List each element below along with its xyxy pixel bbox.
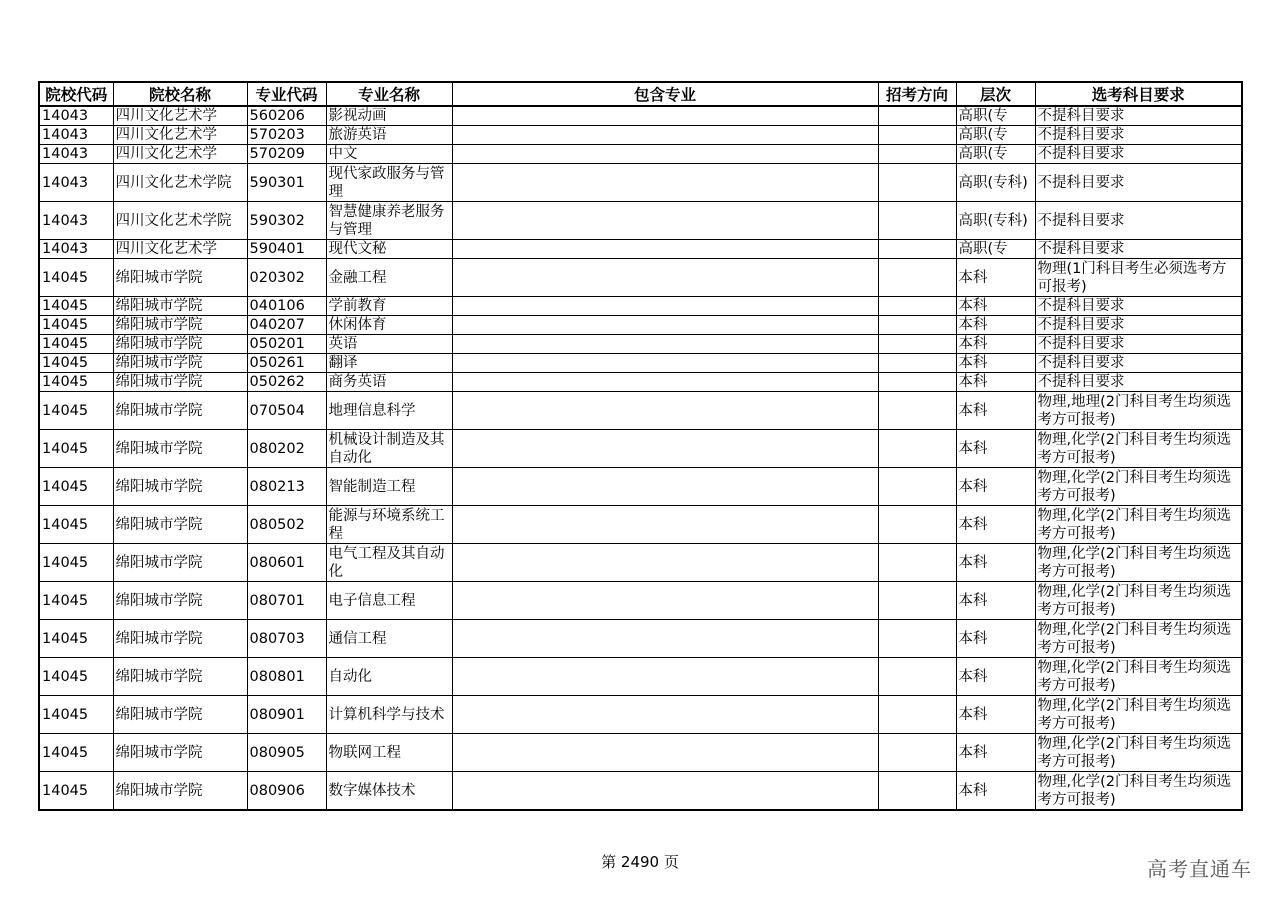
cell-level: 本科 bbox=[956, 392, 1035, 430]
cell-subject-requirement: 不提科目要求 bbox=[1035, 106, 1242, 126]
cell-school-code: 14045 bbox=[39, 734, 113, 772]
cell-included-majors bbox=[452, 259, 878, 297]
cell-major-name: 休闲体育 bbox=[326, 316, 452, 335]
cell-included-majors bbox=[452, 734, 878, 772]
cell-subject-requirement: 不提科目要求 bbox=[1035, 335, 1242, 354]
cell-included-majors bbox=[452, 772, 878, 811]
cell-level: 高职(专 bbox=[956, 145, 1035, 164]
table-row bbox=[39, 544, 1242, 582]
cell-direction bbox=[878, 696, 956, 734]
cell-included-majors bbox=[452, 430, 878, 468]
cell-subject-requirement: 物理(1门科目考生必须选考方可报考) bbox=[1035, 259, 1242, 297]
cell-major-name: 自动化 bbox=[326, 658, 452, 696]
cell-school-name: 绵阳城市学院 bbox=[113, 544, 247, 582]
cell-included-majors bbox=[452, 696, 878, 734]
cell-direction bbox=[878, 430, 956, 468]
cell-direction bbox=[878, 202, 956, 240]
cell-school-name: 绵阳城市学院 bbox=[113, 259, 247, 297]
table-row bbox=[39, 126, 1242, 145]
cell-major-name: 电子信息工程 bbox=[326, 582, 452, 620]
cell-school-name: 四川文化艺术学 bbox=[113, 240, 247, 259]
cell-included-majors bbox=[452, 297, 878, 316]
cell-subject-requirement: 不提科目要求 bbox=[1035, 202, 1242, 240]
cell-direction bbox=[878, 658, 956, 696]
cell-subject-requirement: 物理,化学(2门科目考生均须选考方可报考) bbox=[1035, 468, 1242, 506]
cell-major-code: 080701 bbox=[247, 582, 326, 620]
cell-included-majors bbox=[452, 106, 878, 126]
cell-school-name: 四川文化艺术学 bbox=[113, 145, 247, 164]
table-row bbox=[39, 373, 1242, 392]
cell-school-name: 绵阳城市学院 bbox=[113, 392, 247, 430]
cell-included-majors bbox=[452, 620, 878, 658]
cell-school-code: 14045 bbox=[39, 335, 113, 354]
cell-school-name: 四川文化艺术学院 bbox=[113, 164, 247, 202]
cell-school-code: 14043 bbox=[39, 202, 113, 240]
header-major-code: 专业代码 bbox=[247, 82, 326, 106]
cell-major-code: 080502 bbox=[247, 506, 326, 544]
cell-included-majors bbox=[452, 164, 878, 202]
cell-major-code: 020302 bbox=[247, 259, 326, 297]
cell-major-code: 080801 bbox=[247, 658, 326, 696]
cell-major-code: 080202 bbox=[247, 430, 326, 468]
cell-included-majors bbox=[452, 373, 878, 392]
table-row bbox=[39, 506, 1242, 544]
cell-direction bbox=[878, 620, 956, 658]
cell-school-name: 绵阳城市学院 bbox=[113, 734, 247, 772]
cell-included-majors bbox=[452, 468, 878, 506]
cell-school-name: 绵阳城市学院 bbox=[113, 658, 247, 696]
cell-level: 本科 bbox=[956, 620, 1035, 658]
cell-direction bbox=[878, 259, 956, 297]
cell-included-majors bbox=[452, 392, 878, 430]
cell-level: 本科 bbox=[956, 316, 1035, 335]
cell-included-majors bbox=[452, 126, 878, 145]
cell-major-code: 040207 bbox=[247, 316, 326, 335]
cell-direction bbox=[878, 145, 956, 164]
cell-direction bbox=[878, 164, 956, 202]
cell-major-code: 590302 bbox=[247, 202, 326, 240]
cell-major-code: 560206 bbox=[247, 106, 326, 126]
cell-direction bbox=[878, 582, 956, 620]
cell-major-name: 机械设计制造及其自动化 bbox=[326, 430, 452, 468]
cell-school-code: 14045 bbox=[39, 696, 113, 734]
cell-major-name: 学前教育 bbox=[326, 297, 452, 316]
cell-direction bbox=[878, 354, 956, 373]
cell-major-code: 050262 bbox=[247, 373, 326, 392]
cell-school-name: 四川文化艺术学 bbox=[113, 106, 247, 126]
cell-school-code: 14045 bbox=[39, 582, 113, 620]
cell-subject-requirement: 不提科目要求 bbox=[1035, 297, 1242, 316]
cell-subject-requirement: 物理,化学(2门科目考生均须选考方可报考) bbox=[1035, 506, 1242, 544]
cell-level: 本科 bbox=[956, 354, 1035, 373]
table-row bbox=[39, 145, 1242, 164]
cell-major-name: 翻译 bbox=[326, 354, 452, 373]
cell-direction bbox=[878, 734, 956, 772]
cell-level: 本科 bbox=[956, 468, 1035, 506]
cell-major-name: 电气工程及其自动化 bbox=[326, 544, 452, 582]
cell-level: 本科 bbox=[956, 373, 1035, 392]
cell-major-code: 570209 bbox=[247, 145, 326, 164]
table-row bbox=[39, 316, 1242, 335]
cell-major-name: 智能制造工程 bbox=[326, 468, 452, 506]
table-row bbox=[39, 734, 1242, 772]
cell-school-name: 绵阳城市学院 bbox=[113, 335, 247, 354]
cell-direction bbox=[878, 126, 956, 145]
cell-direction bbox=[878, 544, 956, 582]
page-number: 第 2490 页 bbox=[601, 853, 679, 871]
cell-subject-requirement: 物理,化学(2门科目考生均须选考方可报考) bbox=[1035, 696, 1242, 734]
cell-major-name: 能源与环境系统工程 bbox=[326, 506, 452, 544]
cell-level: 本科 bbox=[956, 297, 1035, 316]
cell-school-code: 14045 bbox=[39, 468, 113, 506]
cell-subject-requirement: 物理,地理(2门科目考生均须选考方可报考) bbox=[1035, 392, 1242, 430]
cell-school-name: 绵阳城市学院 bbox=[113, 430, 247, 468]
header-school-code: 院校代码 bbox=[39, 82, 113, 106]
cell-subject-requirement: 物理,化学(2门科目考生均须选考方可报考) bbox=[1035, 544, 1242, 582]
cell-level: 本科 bbox=[956, 544, 1035, 582]
cell-school-code: 14043 bbox=[39, 106, 113, 126]
cell-major-name: 现代文秘 bbox=[326, 240, 452, 259]
cell-direction bbox=[878, 106, 956, 126]
cell-level: 高职(专科) bbox=[956, 164, 1035, 202]
cell-school-code: 14045 bbox=[39, 620, 113, 658]
table-row bbox=[39, 582, 1242, 620]
cell-major-name: 计算机科学与技术 bbox=[326, 696, 452, 734]
cell-direction bbox=[878, 506, 956, 544]
cell-subject-requirement: 不提科目要求 bbox=[1035, 126, 1242, 145]
cell-subject-requirement: 物理,化学(2门科目考生均须选考方可报考) bbox=[1035, 772, 1242, 811]
cell-included-majors bbox=[452, 506, 878, 544]
cell-major-name: 通信工程 bbox=[326, 620, 452, 658]
cell-school-code: 14045 bbox=[39, 430, 113, 468]
table-row bbox=[39, 297, 1242, 316]
cell-major-name: 智慧健康养老服务与管理 bbox=[326, 202, 452, 240]
cell-school-code: 14045 bbox=[39, 354, 113, 373]
cell-direction bbox=[878, 772, 956, 811]
cell-school-name: 绵阳城市学院 bbox=[113, 582, 247, 620]
cell-subject-requirement: 物理,化学(2门科目考生均须选考方可报考) bbox=[1035, 620, 1242, 658]
table-row bbox=[39, 202, 1242, 240]
cell-major-code: 080703 bbox=[247, 620, 326, 658]
cell-school-name: 绵阳城市学院 bbox=[113, 354, 247, 373]
cell-subject-requirement: 物理,化学(2门科目考生均须选考方可报考) bbox=[1035, 582, 1242, 620]
cell-school-name: 绵阳城市学院 bbox=[113, 620, 247, 658]
cell-school-code: 14045 bbox=[39, 259, 113, 297]
cell-school-name: 四川文化艺术学 bbox=[113, 126, 247, 145]
cell-included-majors bbox=[452, 544, 878, 582]
cell-major-code: 080905 bbox=[247, 734, 326, 772]
cell-school-name: 绵阳城市学院 bbox=[113, 696, 247, 734]
cell-level: 高职(专 bbox=[956, 126, 1035, 145]
header-level: 层次 bbox=[956, 82, 1035, 106]
cell-direction bbox=[878, 316, 956, 335]
cell-direction bbox=[878, 373, 956, 392]
cell-direction bbox=[878, 240, 956, 259]
cell-major-code: 070504 bbox=[247, 392, 326, 430]
cell-subject-requirement: 不提科目要求 bbox=[1035, 316, 1242, 335]
cell-level: 高职(专 bbox=[956, 106, 1035, 126]
cell-level: 本科 bbox=[956, 658, 1035, 696]
cell-school-name: 绵阳城市学院 bbox=[113, 373, 247, 392]
cell-school-code: 14045 bbox=[39, 658, 113, 696]
table-row bbox=[39, 468, 1242, 506]
cell-subject-requirement: 不提科目要求 bbox=[1035, 240, 1242, 259]
cell-major-name: 英语 bbox=[326, 335, 452, 354]
cell-school-name: 绵阳城市学院 bbox=[113, 506, 247, 544]
cell-major-code: 080213 bbox=[247, 468, 326, 506]
cell-level: 高职(专科) bbox=[956, 202, 1035, 240]
cell-level: 本科 bbox=[956, 430, 1035, 468]
cell-included-majors bbox=[452, 145, 878, 164]
table-header-row bbox=[39, 82, 1242, 106]
table-row bbox=[39, 106, 1242, 126]
cell-major-name: 商务英语 bbox=[326, 373, 452, 392]
table-row bbox=[39, 392, 1242, 430]
cell-included-majors bbox=[452, 316, 878, 335]
cell-included-majors bbox=[452, 202, 878, 240]
cell-major-code: 080601 bbox=[247, 544, 326, 582]
table-row bbox=[39, 354, 1242, 373]
watermark: 高考直通车 bbox=[1147, 857, 1252, 881]
cell-level: 本科 bbox=[956, 696, 1035, 734]
cell-school-code: 14043 bbox=[39, 240, 113, 259]
table-row bbox=[39, 658, 1242, 696]
admissions-table bbox=[38, 81, 1243, 811]
table-row bbox=[39, 430, 1242, 468]
cell-included-majors bbox=[452, 658, 878, 696]
cell-school-code: 14045 bbox=[39, 772, 113, 811]
cell-included-majors bbox=[452, 582, 878, 620]
cell-major-name: 现代家政服务与管理 bbox=[326, 164, 452, 202]
header-school-name: 院校名称 bbox=[113, 82, 247, 106]
cell-school-name: 四川文化艺术学院 bbox=[113, 202, 247, 240]
cell-major-code: 570203 bbox=[247, 126, 326, 145]
cell-subject-requirement: 不提科目要求 bbox=[1035, 164, 1242, 202]
cell-school-code: 14043 bbox=[39, 145, 113, 164]
cell-included-majors bbox=[452, 240, 878, 259]
cell-school-code: 14045 bbox=[39, 506, 113, 544]
table-row bbox=[39, 620, 1242, 658]
cell-direction bbox=[878, 297, 956, 316]
cell-major-name: 数字媒体技术 bbox=[326, 772, 452, 811]
header-subject-requirement: 选考科目要求 bbox=[1035, 82, 1242, 106]
cell-included-majors bbox=[452, 354, 878, 373]
cell-school-name: 绵阳城市学院 bbox=[113, 468, 247, 506]
table-row bbox=[39, 696, 1242, 734]
cell-school-name: 绵阳城市学院 bbox=[113, 772, 247, 811]
table-row bbox=[39, 259, 1242, 297]
cell-level: 本科 bbox=[956, 582, 1035, 620]
cell-direction bbox=[878, 392, 956, 430]
cell-major-code: 050261 bbox=[247, 354, 326, 373]
cell-subject-requirement: 不提科目要求 bbox=[1035, 373, 1242, 392]
cell-level: 本科 bbox=[956, 506, 1035, 544]
cell-major-code: 080901 bbox=[247, 696, 326, 734]
cell-school-code: 14045 bbox=[39, 297, 113, 316]
header-included-majors: 包含专业 bbox=[452, 82, 878, 106]
cell-school-code: 14045 bbox=[39, 544, 113, 582]
table-row bbox=[39, 335, 1242, 354]
cell-school-code: 14043 bbox=[39, 126, 113, 145]
cell-school-name: 绵阳城市学院 bbox=[113, 316, 247, 335]
cell-major-code: 040106 bbox=[247, 297, 326, 316]
cell-level: 高职(专 bbox=[956, 240, 1035, 259]
cell-subject-requirement: 物理,化学(2门科目考生均须选考方可报考) bbox=[1035, 734, 1242, 772]
cell-major-name: 旅游英语 bbox=[326, 126, 452, 145]
cell-school-code: 14045 bbox=[39, 316, 113, 335]
cell-subject-requirement: 物理,化学(2门科目考生均须选考方可报考) bbox=[1035, 658, 1242, 696]
header-direction: 招考方向 bbox=[878, 82, 956, 106]
cell-major-code: 050201 bbox=[247, 335, 326, 354]
cell-level: 本科 bbox=[956, 772, 1035, 811]
cell-subject-requirement: 物理,化学(2门科目考生均须选考方可报考) bbox=[1035, 430, 1242, 468]
cell-major-name: 金融工程 bbox=[326, 259, 452, 297]
header-major-name: 专业名称 bbox=[326, 82, 452, 106]
cell-school-code: 14045 bbox=[39, 392, 113, 430]
cell-included-majors bbox=[452, 335, 878, 354]
cell-level: 本科 bbox=[956, 259, 1035, 297]
cell-level: 本科 bbox=[956, 335, 1035, 354]
table-row bbox=[39, 240, 1242, 259]
cell-school-code: 14045 bbox=[39, 373, 113, 392]
cell-subject-requirement: 不提科目要求 bbox=[1035, 145, 1242, 164]
cell-major-name: 物联网工程 bbox=[326, 734, 452, 772]
cell-major-name: 地理信息科学 bbox=[326, 392, 452, 430]
table-row bbox=[39, 164, 1242, 202]
cell-level: 本科 bbox=[956, 734, 1035, 772]
cell-direction bbox=[878, 468, 956, 506]
cell-school-name: 绵阳城市学院 bbox=[113, 297, 247, 316]
cell-major-code: 590401 bbox=[247, 240, 326, 259]
cell-major-code: 590301 bbox=[247, 164, 326, 202]
cell-school-code: 14043 bbox=[39, 164, 113, 202]
cell-subject-requirement: 不提科目要求 bbox=[1035, 354, 1242, 373]
cell-major-name: 影视动画 bbox=[326, 106, 452, 126]
cell-direction bbox=[878, 335, 956, 354]
table-row bbox=[39, 772, 1242, 811]
cell-major-code: 080906 bbox=[247, 772, 326, 811]
cell-major-name: 中文 bbox=[326, 145, 452, 164]
